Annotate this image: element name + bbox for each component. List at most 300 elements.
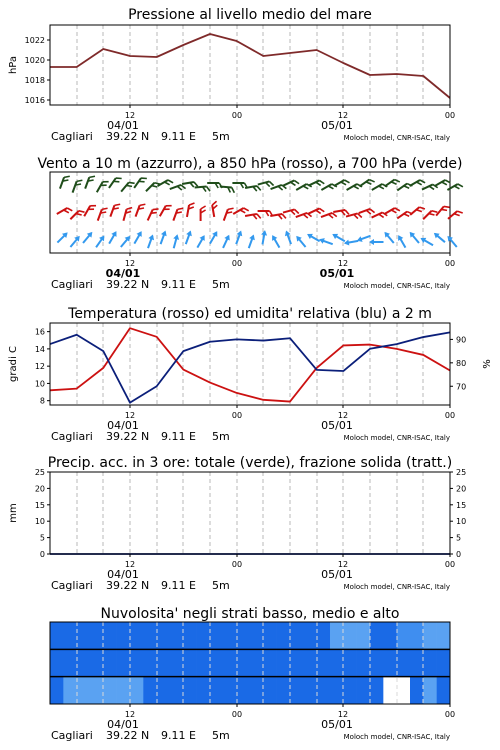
wind-barb bbox=[385, 178, 400, 191]
cloud-cell bbox=[117, 622, 131, 649]
wind-barb bbox=[187, 202, 195, 218]
date-label: 04/01 bbox=[107, 568, 139, 581]
wind-barb-feather bbox=[457, 209, 463, 215]
cloud-cell bbox=[117, 649, 131, 676]
x-tick-label: 12 bbox=[337, 111, 349, 120]
location-city: Cagliari bbox=[51, 278, 93, 291]
cloud-cell bbox=[303, 677, 317, 704]
wind-barb-shaft bbox=[173, 209, 177, 220]
wind-barb bbox=[68, 234, 82, 249]
wind-barb-head bbox=[111, 230, 119, 237]
cloud-cell bbox=[50, 649, 64, 676]
wind-barb-feather bbox=[114, 203, 120, 208]
cloud-cell bbox=[63, 649, 77, 676]
cloud-cell bbox=[117, 677, 131, 704]
location-lat: 39.22 N bbox=[106, 579, 150, 592]
precipitation-frame bbox=[50, 472, 450, 554]
panel-title: Vento a 10 m (azzurro), a 850 hPa (rosso), a 700 hPa (verde) bbox=[37, 156, 463, 172]
cloud-cell bbox=[90, 649, 104, 676]
wind-barb-feather bbox=[79, 209, 85, 215]
wind-barb-feather bbox=[201, 206, 206, 209]
wind-barb-shaft bbox=[85, 177, 89, 188]
wind-barb-feather bbox=[257, 213, 261, 218]
cloud-cell bbox=[423, 622, 437, 649]
wind-barb-shaft bbox=[110, 205, 114, 216]
wind-barb bbox=[173, 207, 183, 223]
cloud-cell bbox=[143, 622, 157, 649]
cloud-cell bbox=[210, 622, 224, 649]
panel-title: Nuvolosita' negli strati basso, medio e alto bbox=[100, 606, 400, 622]
cloud-cell bbox=[343, 622, 357, 649]
x-tick-label: 12 bbox=[124, 710, 136, 719]
wind-barb-shaft bbox=[97, 182, 103, 192]
date-label: 04/01 bbox=[107, 419, 139, 432]
location-lat: 39.22 N bbox=[106, 278, 150, 291]
x-tick-label: 00 bbox=[231, 259, 243, 268]
wind-barb-feather bbox=[212, 201, 217, 205]
y-tick-label: 10 bbox=[34, 379, 45, 389]
wind-barb bbox=[183, 229, 194, 245]
cloud-cover-panel bbox=[50, 606, 455, 742]
wind-barb bbox=[201, 206, 206, 221]
y-tick-label: 12 bbox=[34, 362, 45, 372]
cloud-cell bbox=[77, 649, 91, 676]
wind-barb bbox=[245, 213, 261, 221]
wind-barb-feather bbox=[64, 175, 70, 180]
location-city: Cagliari bbox=[51, 430, 93, 443]
x-tick-label: 12 bbox=[337, 560, 349, 569]
cloud-cell bbox=[437, 677, 451, 704]
wind-barb bbox=[423, 209, 437, 223]
cloud-cell bbox=[263, 622, 277, 649]
wind-barb bbox=[132, 230, 144, 246]
wind-barb-feather bbox=[207, 186, 210, 191]
wind-barb-head bbox=[306, 231, 313, 239]
cloud-cell bbox=[237, 677, 251, 704]
cloud-cell bbox=[77, 677, 91, 704]
wind-barb bbox=[331, 231, 347, 243]
y-tick-label: 8 bbox=[39, 396, 45, 406]
date-label: 05/01 bbox=[321, 419, 353, 432]
x-tick-label: 12 bbox=[337, 710, 349, 719]
x-tick-label: 00 bbox=[444, 259, 456, 268]
cloud-cell bbox=[170, 677, 184, 704]
cloud-cell bbox=[383, 622, 397, 649]
wind-barb-head bbox=[283, 229, 290, 236]
cloud-cell bbox=[290, 677, 304, 704]
wind-barb-feather bbox=[194, 181, 198, 186]
wind-barb-shaft bbox=[84, 206, 90, 216]
wind-barb-shaft bbox=[70, 211, 78, 219]
cloud-cell bbox=[143, 649, 157, 676]
cloud-cell bbox=[303, 622, 317, 649]
wind-barb-head bbox=[224, 233, 232, 240]
wind-barb bbox=[246, 233, 257, 249]
wind-barb bbox=[306, 231, 322, 243]
cloud-cell bbox=[410, 677, 424, 704]
y-tick-label: 20 bbox=[456, 484, 467, 494]
x-tick-label: 12 bbox=[124, 259, 136, 268]
cloud-cell bbox=[170, 622, 184, 649]
location-elev: 5m bbox=[212, 130, 230, 143]
pressure-frame bbox=[50, 25, 450, 105]
wind-barb-head bbox=[148, 233, 155, 240]
wind-barb-feather bbox=[140, 203, 146, 208]
x-tick-label: 12 bbox=[124, 411, 136, 420]
panel-title: Temperatura (rosso) ed umidita' relativa (blu) a 2 m bbox=[68, 306, 432, 322]
cloud-cell bbox=[423, 677, 437, 704]
wind-barb bbox=[160, 203, 172, 218]
cloud-cell bbox=[437, 649, 451, 676]
location-elev: 5m bbox=[212, 430, 230, 443]
wind-barb-head bbox=[186, 229, 193, 236]
location-lon: 9.11 E bbox=[161, 579, 196, 592]
wind-barb bbox=[107, 230, 119, 246]
location-lon: 9.11 E bbox=[161, 130, 196, 143]
wind-barb bbox=[110, 203, 120, 219]
wind-barb bbox=[57, 207, 72, 219]
cloud-cell bbox=[290, 649, 304, 676]
wind-barb bbox=[270, 234, 282, 250]
pressure-panel bbox=[8, 7, 455, 143]
wind-barb-feather bbox=[103, 179, 109, 184]
cloud-cell bbox=[383, 677, 397, 704]
wind-barb-shaft bbox=[423, 211, 431, 219]
wind-barb bbox=[220, 233, 232, 249]
x-tick-label: 12 bbox=[124, 111, 136, 120]
cloud-cell bbox=[237, 622, 251, 649]
y-axis-label: mm bbox=[8, 503, 19, 523]
y-tick-label: 1018 bbox=[24, 76, 45, 85]
wind-barb bbox=[407, 230, 421, 245]
date-label: 05/01 bbox=[319, 267, 355, 280]
wind-barb-head bbox=[161, 229, 168, 236]
cloud-cell bbox=[423, 649, 437, 676]
cloud-cell bbox=[290, 622, 304, 649]
wind-barb-feather bbox=[77, 179, 83, 184]
wind-barb bbox=[294, 234, 308, 249]
wind-barb-shaft bbox=[134, 178, 141, 188]
wind-barb bbox=[145, 233, 156, 249]
date-label: 05/01 bbox=[321, 718, 353, 731]
cloud-cell bbox=[263, 677, 277, 704]
wind-barb bbox=[146, 181, 160, 195]
date-label: 05/01 bbox=[321, 119, 353, 132]
x-tick-label: 00 bbox=[444, 710, 456, 719]
y-tick-label: 5 bbox=[456, 533, 462, 543]
location-city: Cagliari bbox=[51, 130, 93, 143]
y-tick-label: 70 bbox=[456, 382, 467, 392]
y-tick-label: 25 bbox=[456, 468, 467, 477]
cloud-cell bbox=[357, 622, 371, 649]
cloud-cell bbox=[250, 649, 264, 676]
model-credit: Moloch model, CNR-ISAC, Italy bbox=[343, 134, 450, 142]
wind-barb bbox=[212, 201, 220, 217]
cloud-cell bbox=[103, 622, 117, 649]
wind-barb bbox=[436, 204, 449, 219]
wind-barb bbox=[419, 235, 435, 247]
panel-title: Pressione al livello medio del mare bbox=[128, 7, 372, 23]
cloud-cell bbox=[437, 622, 451, 649]
wind-barb-head bbox=[137, 230, 145, 237]
x-tick-label: 12 bbox=[124, 560, 136, 569]
cloud-cell bbox=[277, 677, 291, 704]
wind-barb bbox=[84, 203, 96, 218]
x-tick-label: 00 bbox=[444, 111, 456, 120]
cloud-cell bbox=[157, 649, 171, 676]
cloud-cell bbox=[343, 649, 357, 676]
wind-barb-head bbox=[200, 234, 208, 241]
y-tick-label: 10 bbox=[34, 517, 45, 527]
wind-barb-feather bbox=[295, 209, 299, 215]
wind-barb-shaft bbox=[136, 205, 140, 216]
location-lat: 39.22 N bbox=[106, 430, 150, 443]
wind-barb bbox=[283, 229, 294, 245]
cloud-cell bbox=[410, 622, 424, 649]
y-tick-label: 0 bbox=[456, 550, 462, 559]
wind-barb bbox=[397, 182, 412, 195]
cloud-cell bbox=[397, 677, 411, 704]
cloud-cell bbox=[330, 622, 344, 649]
y-axis-label-right: % bbox=[482, 359, 493, 369]
wind-barb-head bbox=[249, 233, 256, 240]
cloud-cell bbox=[210, 649, 224, 676]
cloud-cell bbox=[250, 677, 264, 704]
wind-barb bbox=[195, 234, 207, 250]
wind-barb-shaft bbox=[123, 209, 126, 221]
wind-barb-feather bbox=[257, 185, 261, 190]
cloud-cell bbox=[197, 649, 211, 676]
wind-barb bbox=[158, 229, 169, 245]
wind-barb-shaft bbox=[146, 183, 154, 191]
x-tick-label: 00 bbox=[231, 111, 243, 120]
wind-barb-shaft bbox=[220, 186, 232, 187]
cloud-cell bbox=[317, 622, 331, 649]
cloud-cell bbox=[103, 677, 117, 704]
wind-barb bbox=[94, 234, 107, 249]
location-lat: 39.22 N bbox=[106, 729, 150, 742]
wind-barb bbox=[372, 183, 387, 195]
cloud-cell bbox=[250, 622, 264, 649]
wind-barb bbox=[134, 176, 147, 191]
y-tick-label: 80 bbox=[456, 358, 467, 368]
cloud-cell bbox=[223, 622, 237, 649]
wind-barb bbox=[445, 234, 459, 249]
wind-barb bbox=[260, 230, 268, 245]
cloud-cell bbox=[103, 649, 117, 676]
cloud-cell bbox=[397, 622, 411, 649]
wind-barb-feather bbox=[294, 179, 299, 185]
cloud-cell bbox=[157, 622, 171, 649]
cloud-cell bbox=[370, 677, 384, 704]
wind-barb bbox=[224, 207, 234, 223]
location-elev: 5m bbox=[212, 278, 230, 291]
cloud-cell bbox=[157, 677, 171, 704]
cloud-cell bbox=[223, 677, 237, 704]
cloud-cell bbox=[370, 649, 384, 676]
wind-barb bbox=[369, 239, 384, 245]
cloud-cell bbox=[317, 649, 331, 676]
cloud-cell bbox=[63, 622, 77, 649]
wind-barb-shaft bbox=[195, 186, 207, 187]
cloud-cell bbox=[197, 677, 211, 704]
location-city: Cagliari bbox=[51, 579, 93, 592]
y-tick-label: 1020 bbox=[24, 56, 45, 65]
cloud-cell bbox=[197, 622, 211, 649]
wind-barb bbox=[109, 176, 122, 191]
wind-barb-feather bbox=[231, 188, 234, 193]
wind-barb-shaft bbox=[333, 210, 345, 212]
wind-barb-feather bbox=[228, 207, 234, 212]
model-credit: Moloch model, CNR-ISAC, Italy bbox=[343, 733, 450, 741]
wind-barb-head bbox=[237, 229, 244, 236]
location-lon: 9.11 E bbox=[161, 430, 196, 443]
wind-barb-feather bbox=[444, 204, 450, 210]
wind-barb-head bbox=[173, 233, 180, 239]
cloud-cell bbox=[130, 649, 144, 676]
cloud-cell bbox=[317, 677, 331, 704]
wind-barb-shaft bbox=[182, 182, 194, 184]
cloud-cell bbox=[143, 677, 157, 704]
wind-barb-head bbox=[212, 230, 220, 237]
wind-barb-shaft bbox=[212, 205, 214, 217]
wind-barb-shaft bbox=[224, 209, 228, 220]
wind-barb-head bbox=[356, 236, 363, 243]
cloud-cell bbox=[397, 649, 411, 676]
cloud-cell bbox=[330, 677, 344, 704]
wind-barb-feather bbox=[345, 209, 349, 214]
wind-barb bbox=[219, 186, 234, 192]
wind-barb bbox=[382, 230, 396, 245]
x-tick-label: 00 bbox=[231, 560, 243, 569]
wind-barb bbox=[55, 230, 69, 244]
wind-barb-head bbox=[270, 234, 278, 241]
y-axis-label: hPa bbox=[8, 55, 19, 75]
wind-barb-feather bbox=[370, 208, 375, 214]
wind-barb bbox=[123, 206, 132, 222]
wind-barb bbox=[318, 236, 334, 247]
cloud-cell bbox=[410, 649, 424, 676]
wind-barb-shaft bbox=[121, 182, 129, 191]
wind-barb-shaft bbox=[187, 205, 189, 217]
location-lon: 9.11 E bbox=[161, 729, 196, 742]
y-tick-label: 25 bbox=[34, 468, 45, 477]
cloud-cell bbox=[183, 677, 197, 704]
wind-barb bbox=[309, 179, 325, 190]
date-label: 05/01 bbox=[321, 568, 353, 581]
x-tick-label: 00 bbox=[444, 411, 456, 420]
location-lon: 9.11 E bbox=[161, 278, 196, 291]
cloud-cell bbox=[50, 677, 64, 704]
cloud-cell bbox=[130, 677, 144, 704]
cloud-cell bbox=[357, 677, 371, 704]
wind-barb bbox=[432, 231, 447, 245]
y-tick-label: 15 bbox=[34, 500, 45, 510]
wind-barb-shaft bbox=[148, 210, 153, 221]
x-tick-label: 00 bbox=[231, 411, 243, 420]
wind-barb bbox=[195, 186, 210, 192]
wind-barb bbox=[81, 230, 95, 245]
wind-barb-feather bbox=[153, 207, 159, 212]
cloud-cell bbox=[263, 649, 277, 676]
wind-barb bbox=[233, 229, 244, 245]
cloud-cell bbox=[210, 677, 224, 704]
wind-barb-shaft bbox=[98, 209, 102, 220]
precipitation-panel bbox=[8, 455, 466, 592]
x-tick-label: 12 bbox=[337, 259, 349, 268]
wind-barb bbox=[60, 175, 70, 191]
wind-barb-feather bbox=[189, 202, 194, 206]
x-tick-label: 00 bbox=[231, 710, 243, 719]
location-lat: 39.22 N bbox=[106, 130, 150, 143]
wind-panel bbox=[37, 156, 462, 291]
wind-barb bbox=[85, 175, 95, 191]
y-tick-label: 20 bbox=[34, 484, 45, 494]
wind-barb-shaft bbox=[160, 206, 166, 216]
cloud-cell bbox=[77, 622, 91, 649]
wind-barb-shaft bbox=[109, 178, 116, 188]
x-tick-label: 12 bbox=[337, 411, 349, 420]
wind-barb-shaft bbox=[245, 214, 257, 216]
y-tick-label: 1022 bbox=[24, 36, 45, 45]
y-tick-label: 90 bbox=[456, 335, 467, 345]
location-city: Cagliari bbox=[51, 729, 93, 742]
wind-barb-feather bbox=[116, 176, 122, 181]
wind-barb bbox=[207, 230, 219, 246]
wind-barb-head bbox=[261, 230, 268, 236]
y-tick-label: 0 bbox=[39, 550, 45, 559]
wind-barb-feather bbox=[141, 176, 147, 181]
model-credit: Moloch model, CNR-ISAC, Italy bbox=[343, 583, 450, 591]
wind-barb bbox=[397, 210, 412, 223]
cloud-cell bbox=[370, 622, 384, 649]
cloud-cell bbox=[183, 622, 197, 649]
y-tick-label: 1016 bbox=[24, 96, 45, 105]
wind-barb bbox=[121, 180, 134, 195]
wind-barb-feather bbox=[282, 213, 286, 218]
wind-barb-feather bbox=[319, 179, 324, 185]
cloud-cell bbox=[90, 622, 104, 649]
wind-barb-shaft bbox=[73, 181, 77, 192]
wind-barb-feather bbox=[177, 207, 183, 212]
wind-barb-feather bbox=[419, 205, 425, 211]
date-label: 04/01 bbox=[107, 718, 139, 731]
date-label: 04/01 bbox=[107, 119, 139, 132]
humidity-line bbox=[50, 332, 450, 402]
panel-title: Precip. acc. in 3 ore: totale (verde), frazione solida (tratt.) bbox=[47, 455, 453, 471]
wind-barb-feather bbox=[90, 203, 96, 208]
wind-barb-feather bbox=[432, 209, 438, 215]
wind-barb bbox=[321, 212, 337, 222]
model-credit: Moloch model, CNR-ISAC, Italy bbox=[343, 282, 450, 290]
y-tick-label: 10 bbox=[456, 517, 467, 527]
cloud-cell bbox=[170, 649, 184, 676]
cloud-cell bbox=[130, 622, 144, 649]
cloud-cell bbox=[63, 677, 77, 704]
wind-barb-shaft bbox=[60, 177, 64, 188]
wind-barb bbox=[384, 207, 399, 219]
location-elev: 5m bbox=[212, 729, 230, 742]
wind-barb-shaft bbox=[436, 206, 444, 215]
y-axis-label-left: gradi C bbox=[8, 346, 19, 382]
y-tick-label: 5 bbox=[39, 533, 45, 543]
cloud-cell bbox=[90, 677, 104, 704]
cloud-cell bbox=[383, 649, 397, 676]
location-elev: 5m bbox=[212, 579, 230, 592]
cloud-cell bbox=[277, 622, 291, 649]
wind-barb-feather bbox=[319, 207, 324, 213]
cloud-cell bbox=[277, 649, 291, 676]
